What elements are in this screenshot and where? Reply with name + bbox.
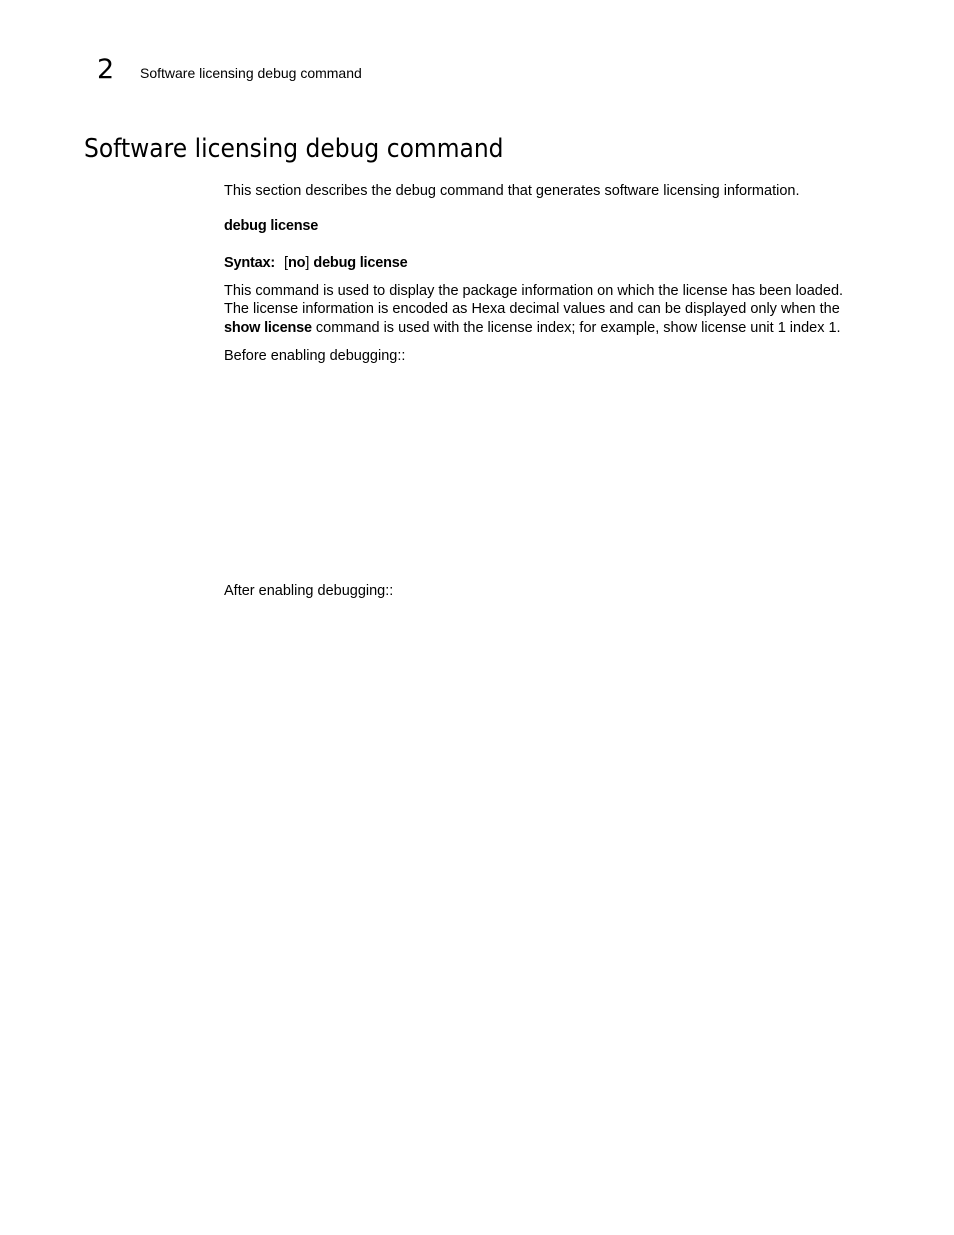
description-line-2: The license information is encoded as Hexa decimal values and can be displayed only when the (224, 301, 840, 317)
syntax-close-bracket: ] (305, 255, 310, 271)
before-debugging-label: Before enabling debugging:: (224, 348, 406, 364)
intro-paragraph: This section describes the debug command that generates software licensing information. (224, 183, 800, 199)
after-debugging-label: After enabling debugging:: (224, 583, 394, 599)
syntax-command: debug license (313, 255, 408, 271)
command-name: debug license (224, 218, 319, 234)
syntax-label: Syntax: (224, 255, 275, 271)
section-heading: Software licensing debug command (84, 134, 504, 164)
description-line-3 (224, 319, 841, 338)
show-license-command: show license (224, 320, 312, 336)
syntax-line (224, 254, 408, 273)
description-line-3-rest: command is used with the license index; for example, show license unit 1 index 1. (311, 320, 841, 336)
syntax-open-bracket: [ (283, 255, 289, 271)
running-header (97, 55, 362, 85)
syntax-optional-keyword: no (288, 255, 306, 271)
chapter-number: 2 (97, 54, 115, 85)
description-line-1: This command is used to display the package information on which the license has been loaded. (224, 283, 844, 299)
running-title: Software licensing debug command (140, 65, 362, 81)
